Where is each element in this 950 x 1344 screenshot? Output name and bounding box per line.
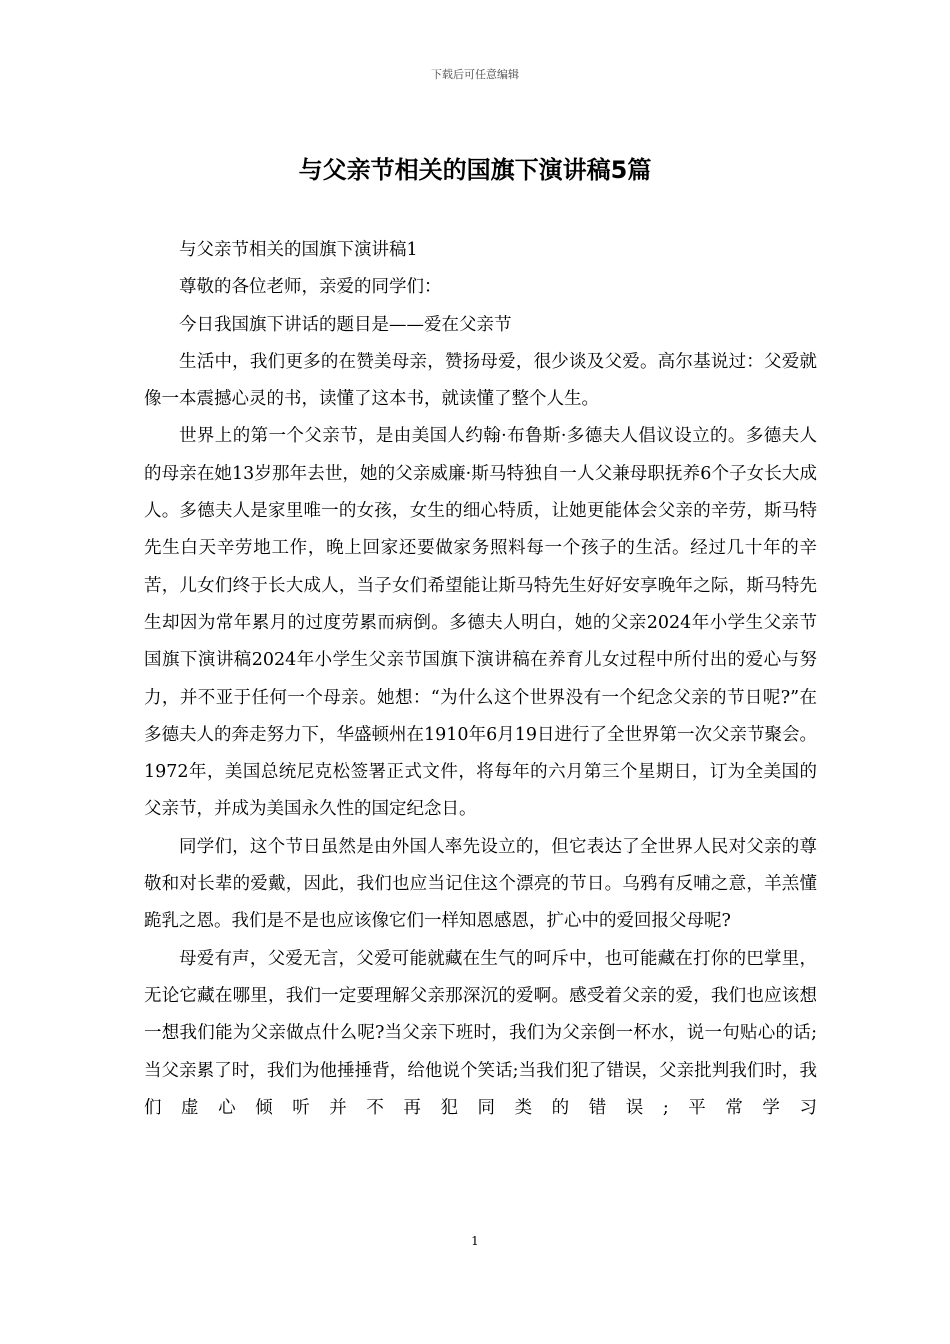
paragraph-father-love: 母爱有声，父爱无言，父爱可能就藏在生气的呵斥中，也可能藏在打你的巴掌里，无论它藏在哪里，我们一定要理解父亲那深沉的爱啊。感受着父亲的爱，我们也应该想一想我们能为父亲做点什么呢?当父亲下班时，我们为父亲倒一杯水，说一句贴心的话;当父亲累了时，我们为他捶捶背，给他说个笑话;当我们犯了错误，父亲批判我们时，我们虚心倾听并不再犯同类的错误;平常学习 <box>144 948 817 1118</box>
paragraph-topic: 今日我国旗下讲话的题目是——爱在父亲节 <box>179 314 512 335</box>
paragraph-history: 世界上的第一个父亲节，是由美国人约翰·布鲁斯·多德夫人倡议设立的。多德夫人的母亲在她13岁那年去世，她的父亲威廉·斯马特独自一人父兼母职抚养6个子女长大成人。多德夫人是家里唯一的女孩，女生的细心特质，让她更能体会父亲的辛劳，斯马特先生白天辛劳地工作，晚上回家还要做家务照料每一个孩子的生活。经过几十年的辛苦，儿女们终于长大成人，当子女们希望能让斯马特先生好好安享晚年之际，斯马特先生却因为常年累月的过度劳累而病倒。多德夫人明白，她的父亲2024年小学生父亲节国旗下演讲稿2024年小学生父亲节国旗下演讲稿在养育儿女过程中所付出的爱心与努力，并不亚于任何一个母亲。她想：“为什么这个世界没有一个纪念父亲的节日呢?”在多德夫人的奔走努力下，华盛顿州在1910年6月19日进行了全世界第一次父亲节聚会。1972年，美国总统尼克松签署正式文件，将每年的六月第三个星期日，订为全美国的父亲节，并成为美国永久性的国定纪念日。 <box>144 426 817 820</box>
paragraph-greeting: 尊敬的各位老师，亲爱的同学们： <box>179 277 442 298</box>
paragraph-speech-heading: 与父亲节相关的国旗下演讲稿1 <box>179 240 418 260</box>
document-title: 与父亲节相关的国旗下演讲稿5篇 <box>298 156 652 184</box>
header-note: 下载后可任意编辑 <box>431 68 519 81</box>
page-number: 1 <box>471 1234 479 1248</box>
paragraph-intro: 生活中，我们更多的在赞美母亲，赞扬母爱，很少谈及父爱。高尔基说过：父爱就像一本震撼心灵的书，读懂了这本书，就读懂了整个人生。 <box>144 351 817 410</box>
paragraph-gratitude: 同学们，这个节日虽然是由外国人率先设立的，但它表达了全世界人民对父亲的尊敬和对长辈的爱戴，因此，我们也应当记住这个漂亮的节日。乌鸦有反哺之意，羊羔懂跪乳之恩。我们是不是也应该像它们一样知恩感恩，扩心中的爱回报父母呢? <box>144 836 817 932</box>
document-body <box>144 232 817 1127</box>
